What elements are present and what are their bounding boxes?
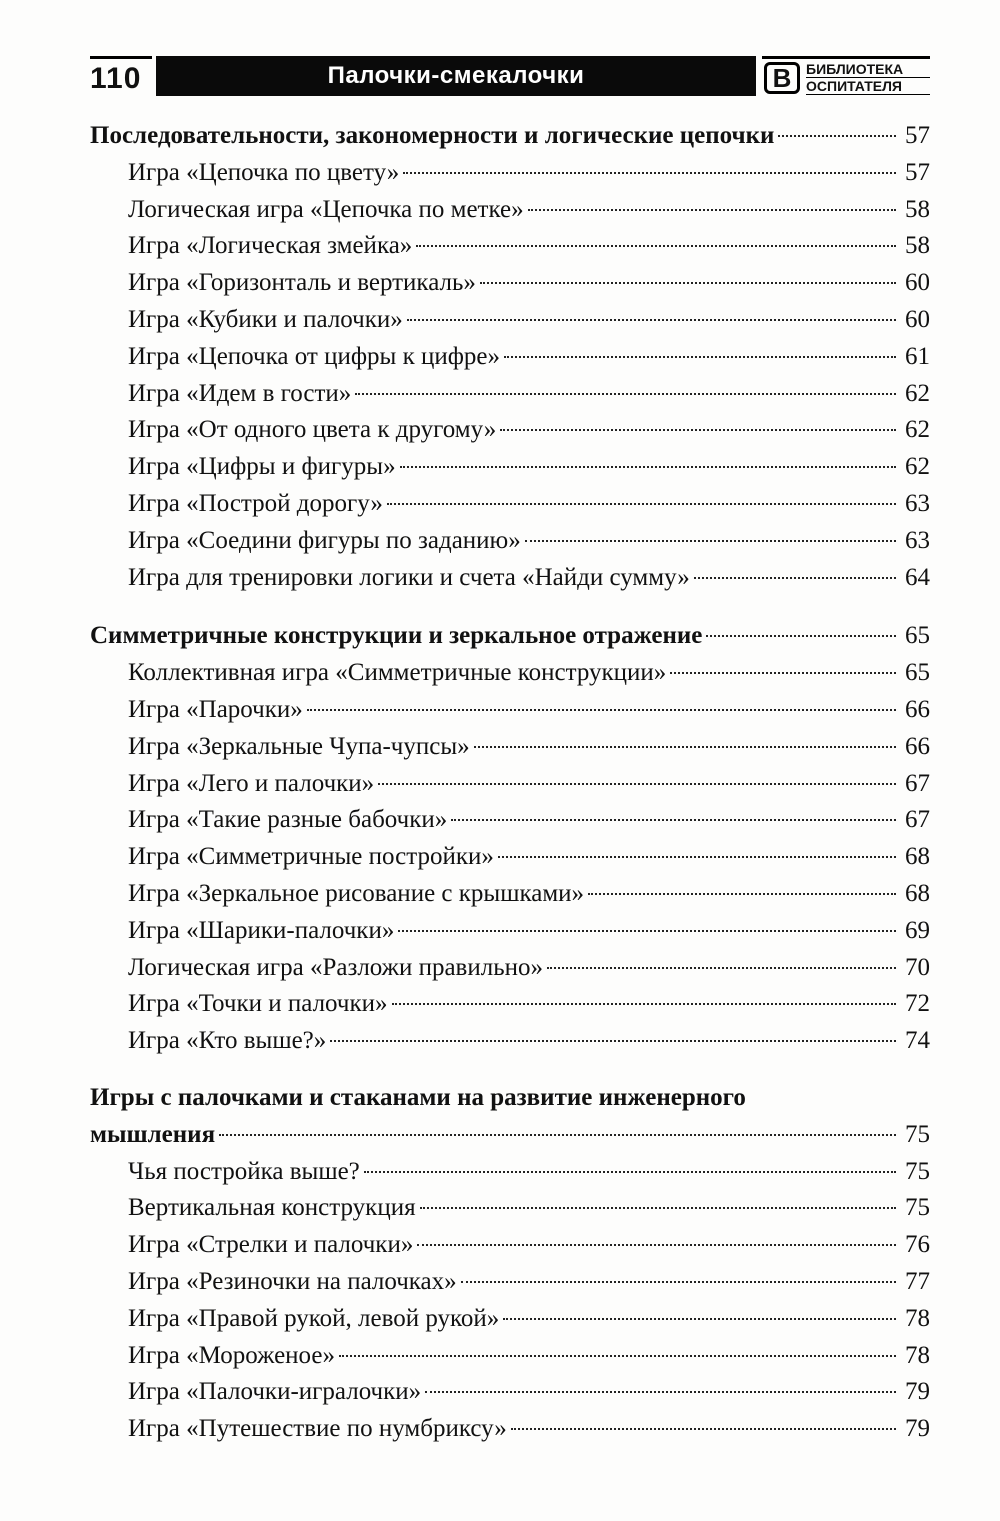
section-heading[interactable]: Симметричные конструкции и зеркальное отражение 65	[90, 618, 930, 655]
page-ref: 75	[905, 1157, 930, 1185]
toc-entry[interactable]: Игра «Идем в гости» 62	[90, 376, 930, 413]
logo-line-1: БИБЛИОТЕКА	[806, 61, 930, 78]
toc-entry[interactable]: Игра «Цифры и фигуры» 62	[90, 449, 930, 486]
section-heading[interactable]: мышления 75	[90, 1117, 930, 1154]
toc-entry[interactable]: Игра «Соедини фигуры по заданию» 63	[90, 523, 930, 560]
page-ref: 79	[905, 1415, 930, 1443]
toc-entry[interactable]: Игра «Симметричные постройки» 68	[90, 839, 930, 876]
logo-letter-icon: В	[764, 62, 800, 94]
page-ref: 75	[905, 1120, 930, 1148]
running-title: Палочки-смекалочки	[156, 56, 756, 96]
toc-entry[interactable]: Игра «Стрелки и палочки» 76	[90, 1227, 930, 1264]
page-ref: 60	[905, 305, 930, 333]
toc-entry[interactable]: Логическая игра «Разложи правильно» 70	[90, 950, 930, 987]
page-ref: 62	[905, 453, 930, 481]
page-ref: 62	[905, 416, 930, 444]
page-ref: 63	[905, 526, 930, 554]
toc-entry[interactable]: Игра для тренировки логики и счета «Найди сумму» 64	[90, 560, 930, 597]
toc-entry[interactable]: Игра «Мороженое» 78	[90, 1338, 930, 1375]
toc-entry[interactable]: Вертикальная конструкция 75	[90, 1190, 930, 1227]
publisher-logo	[762, 56, 930, 98]
page-ref: 72	[905, 990, 930, 1018]
page-ref: 77	[905, 1267, 930, 1295]
page-ref: 65	[905, 622, 930, 650]
section-heading[interactable]: Последовательности, закономерности и логические цепочки 57	[90, 118, 930, 155]
page-ref: 76	[905, 1231, 930, 1259]
table-of-contents	[90, 118, 930, 1448]
page-ref: 75	[905, 1194, 930, 1222]
page-ref: 67	[905, 806, 930, 834]
page-ref: 61	[905, 342, 930, 370]
toc-entry[interactable]: Игра «Зеркальное рисование с крышками» 68	[90, 876, 930, 913]
page-ref: 78	[905, 1304, 930, 1332]
toc-entry[interactable]: Игра «Лего и палочки» 67	[90, 766, 930, 803]
page-ref: 79	[905, 1378, 930, 1406]
toc-entry[interactable]: Игра «Логическая змейка» 58	[90, 228, 930, 265]
toc-entry[interactable]: Игра «Цепочка по цвету» 57	[90, 155, 930, 192]
toc-entry[interactable]: Игра «Резиночки на палочках» 77	[90, 1264, 930, 1301]
page-ref: 62	[905, 379, 930, 407]
page-ref: 68	[905, 879, 930, 907]
toc-entry[interactable]: Игра «Точки и палочки» 72	[90, 986, 930, 1023]
page-ref: 57	[905, 158, 930, 186]
toc-entry[interactable]: Игра «Правой рукой, левой рукой» 78	[90, 1301, 930, 1338]
toc-entry[interactable]: Игра «Цепочка от цифры к цифре» 61	[90, 339, 930, 376]
toc-entry[interactable]: Игра «Такие разные бабочки» 67	[90, 802, 930, 839]
page-ref: 64	[905, 563, 930, 591]
page-ref: 58	[905, 232, 930, 260]
toc-entry[interactable]: Игра «Горизонталь и вертикаль» 60	[90, 265, 930, 302]
page-ref: 60	[905, 269, 930, 297]
page-ref: 78	[905, 1341, 930, 1369]
toc-entry[interactable]: Игра «Палочки-игралочки» 79	[90, 1374, 930, 1411]
page-ref: 58	[905, 195, 930, 223]
logo-line-2: ОСПИТАТЕЛЯ	[806, 78, 930, 95]
toc-entry[interactable]: Игра «От одного цвета к другому» 62	[90, 412, 930, 449]
page-ref: 66	[905, 695, 930, 723]
section-heading-line-1[interactable]: Игры с палочками и стаканами на развитие инженерного	[90, 1083, 746, 1111]
toc-entry[interactable]: Игра «Кубики и палочки» 60	[90, 302, 930, 339]
toc-entry[interactable]: Игра «Шарики-палочки» 69	[90, 913, 930, 950]
page-ref: 57	[905, 122, 930, 149]
toc-entry[interactable]: Игра «Зеркальные Чупа-чупсы» 66	[90, 729, 930, 766]
logo-text	[806, 61, 930, 95]
toc-entry[interactable]: Игра «Парочки» 66	[90, 692, 930, 729]
page-ref: 67	[905, 769, 930, 797]
page-ref: 68	[905, 843, 930, 871]
page-ref: 74	[905, 1027, 930, 1055]
toc-entry[interactable]: Коллективная игра «Симметричные конструкции» 65	[90, 655, 930, 692]
toc-entry[interactable]: Чья постройка выше? 75	[90, 1154, 930, 1191]
page-ref: 66	[905, 732, 930, 760]
page-ref: 63	[905, 489, 930, 517]
page-ref: 70	[905, 953, 930, 981]
toc-entry[interactable]: Логическая игра «Цепочка по метке» 58	[90, 192, 930, 229]
page-header	[90, 56, 930, 98]
toc-entry[interactable]: Игра «Путешествие по нумбриксу» 79	[90, 1411, 930, 1448]
page-number: 110	[90, 56, 152, 96]
toc-entry[interactable]: Игра «Построй дорогу» 63	[90, 486, 930, 523]
page-ref: 69	[905, 916, 930, 944]
page-ref: 65	[905, 659, 930, 687]
toc-entry[interactable]: Игра «Кто выше?» 74	[90, 1023, 930, 1060]
